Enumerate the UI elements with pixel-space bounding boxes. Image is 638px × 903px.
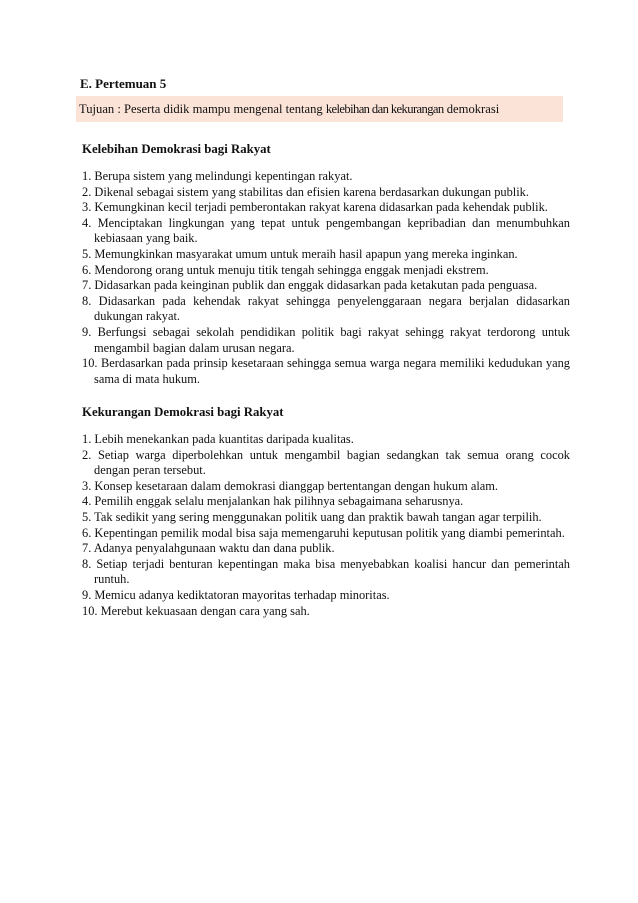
goal-text-condensed: kelebihan dan kekurangan	[325, 102, 444, 116]
list-item: 9. Memicu adanya kediktatoran mayoritas terhadap minoritas.	[82, 587, 390, 602]
goal-text-suffix: demokrasi	[443, 102, 500, 116]
list-item: 10. Berdasarkan pada prinsip kesetaraan sehingga semua warga negara memiliki kedudukan yang sama di mata hukum.	[82, 356, 570, 386]
advantages-title: Kelebihan Demokrasi bagi Rakyat	[82, 142, 271, 156]
list-item: 3. Konsep kesetaraan dalam demokrasi dianggap bertentangan dengan hukum alam.	[82, 478, 498, 493]
list-item: 4. Pemilih enggak selalu menjalankan hak pilihnya sebagaimana seharusnya.	[82, 494, 464, 509]
list-item: 6. Mendorong orang untuk menuju titik tengah sehingga enggak menjadi ekstrem.	[82, 262, 489, 277]
disadvantages-list	[82, 432, 570, 619]
list-item: 4. Menciptakan lingkungan yang tepat untuk pengembangan kepribadian dan menumbuhkan kebiasaan yang baik.	[82, 215, 570, 246]
list-item: 1. Berupa sistem yang melindungi kepentingan rakyat.	[82, 169, 353, 183]
list-item: 2. Setiap warga diperbolehkan untuk mengambil bagian sedangkan tak semua orang cocok dengan peran tersebut.	[82, 447, 570, 478]
list-item: 7. Adanya penyalahgunaan waktu dan dana publik.	[82, 541, 335, 556]
list-item: 2. Dikenal sebagai sistem yang stabilitas dan efisien karena berdasarkan dukungan publik.	[82, 184, 529, 199]
list-item: 9. Berfungsi sebagai sekolah pendidikan politik bagi rakyat sehingg rakyat terdorong untuk mengambil bagian dalam urusan negara.	[82, 324, 570, 355]
section-heading: E. Pertemuan 5	[80, 76, 167, 91]
advantages-section	[82, 141, 570, 387]
advantages-list	[82, 169, 570, 387]
goal-text-prefix: Tujuan : Peserta didik mampu mengenal tentang	[79, 102, 326, 116]
disadvantages-title: Kekurangan Demokrasi bagi Rakyat	[82, 405, 284, 419]
list-item: 5. Memungkinkan masyarakat umum untuk meraih hasil apapun yang mereka inginkan.	[82, 246, 518, 261]
disadvantages-section	[82, 404, 570, 619]
list-item: 8. Setiap terjadi benturan kepentingan maka bisa menyebabkan koalisi hancur dan pemerintah runtuh.	[82, 556, 570, 587]
list-item: 6. Kepentingan pemilik modal bisa saja memengaruhi keputusan politik yang diambi pemerintah.	[82, 525, 565, 540]
list-item: 5. Tak sedikit yang sering menggunakan politik uang dan praktik bawah tangan agar terpilih.	[82, 509, 542, 524]
learning-goal-box	[76, 96, 563, 122]
list-item: 3. Kemungkinan kecil terjadi pemberontakan rakyat karena didasarkan pada kehendak publik.	[82, 200, 548, 215]
list-item: 10. Merebut kekuasaan dengan cara yang sah.	[82, 603, 310, 618]
list-item: 8. Didasarkan pada kehendak rakyat sehingga penyelenggaraan negara berjalan didasarkan dukungan rakyat.	[82, 293, 570, 324]
list-item: 7. Didasarkan pada keinginan publik dan enggak didasarkan pada ketakutan pada penguasa.	[82, 278, 538, 293]
list-item: 1. Lebih menekankan pada kuantitas daripada kualitas.	[82, 432, 354, 446]
